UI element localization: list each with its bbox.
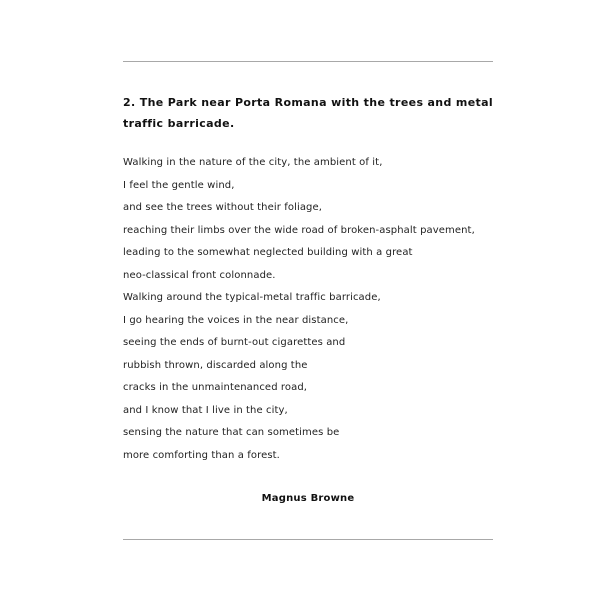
poem-line: more comforting than a forest. [123,449,280,461]
author-name: Magnus Browne [261,493,355,504]
poem-line: sensing the nature that can sometimes be [123,427,340,438]
poem-line: I go hearing the voices in the near distance, [123,314,349,326]
poem-line: Walking around the typical-metal traffic barricade, [123,292,381,303]
poem-line: and I know that I live in the city, [123,404,288,416]
poem-line: leading to the somewhat neglected building with a great [123,247,413,258]
poem-line: I feel the gentle wind, [123,179,235,191]
poem-line: neo-classical front colonnade. [123,269,276,281]
poem-line: Walking in the nature of the city, the ambient of it, [123,157,383,168]
poem-line: rubbish thrown, discarded along the [123,359,308,371]
bottom-divider [123,539,493,540]
poem-title: 2. The Park near Porta Romana with the trees and metal traffic barricade. [123,96,494,130]
top-divider [123,61,493,62]
poem-line: reaching their limbs over the wide road of broken-asphalt pavement, [123,224,475,236]
poem-line: cracks in the unmaintenanced road, [123,382,308,393]
poem-line: and see the trees without their foliage, [123,202,323,213]
poem-body [123,152,503,467]
poem-line: seeing the ends of burnt-out cigarettes and [123,337,346,348]
